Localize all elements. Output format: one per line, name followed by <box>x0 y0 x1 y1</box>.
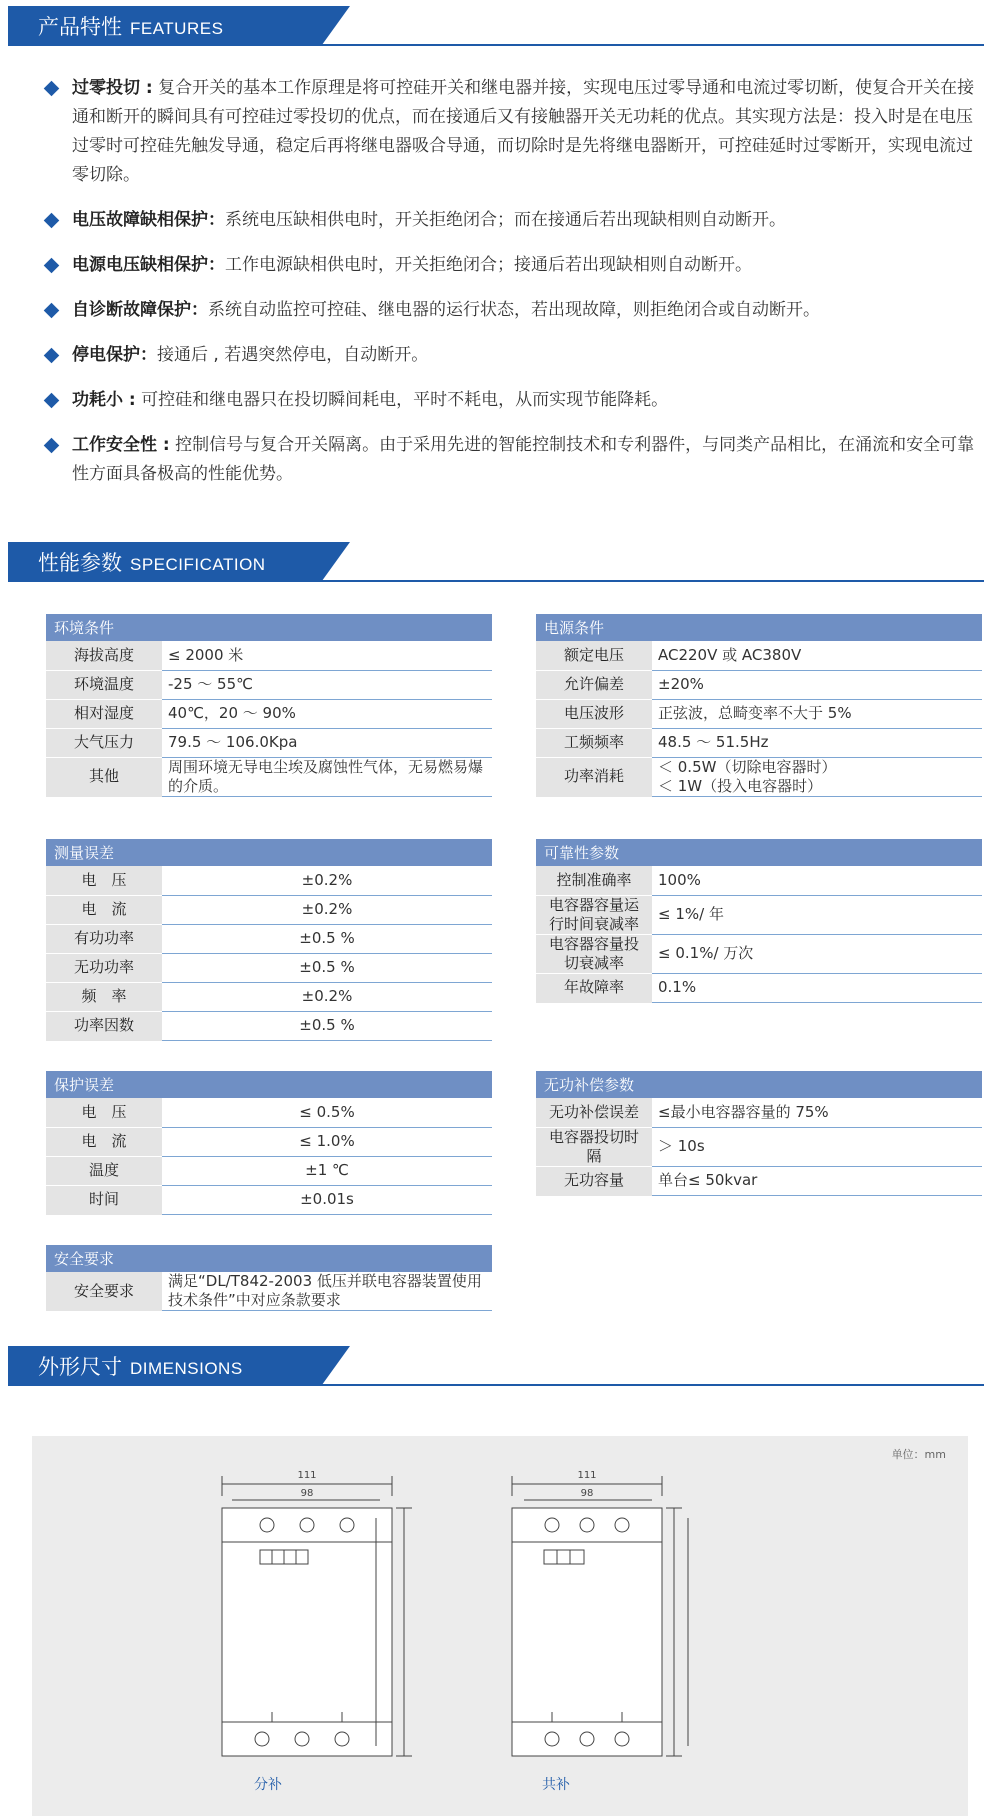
feature-item <box>44 74 988 190</box>
protection-error-table <box>46 1071 492 1215</box>
device-drawing-left <box>222 1476 412 1756</box>
param-name: 电 压 <box>46 866 162 895</box>
param-value: ≤ 0.5% <box>162 1098 492 1127</box>
table-row <box>536 934 982 973</box>
dims-title-en: DIMENSIONS <box>130 1359 243 1378</box>
table-row <box>536 866 982 895</box>
right-width-inner: 98 <box>580 1488 594 1499</box>
param-name: 电 流 <box>46 895 162 924</box>
feature-text: 系统自动监控可控硅、继电器的运行状态，若出现故障，则拒绝闭合或自动断开。 <box>208 300 820 320</box>
dims-title-cn: 外形尺寸 <box>38 1355 122 1379</box>
diamond-bullet-icon <box>44 213 60 229</box>
table-row <box>46 757 492 796</box>
measurement-error-table <box>46 839 492 1041</box>
param-name: 相对湿度 <box>46 699 162 728</box>
param-value: ±0.5 % <box>162 1011 492 1040</box>
diamond-bullet-icon <box>44 303 60 319</box>
param-name: 温度 <box>46 1156 162 1185</box>
param-name: 电 流 <box>46 1127 162 1156</box>
param-name: 电容器容量运行时间衰减率 <box>536 895 652 934</box>
param-value: ≤ 1%/ 年 <box>652 895 982 934</box>
feature-text: 工作电源缺相供电时，开关拒绝闭合；接通后若出现缺相则自动断开。 <box>225 255 752 275</box>
table-title: 电源条件 <box>536 614 982 641</box>
param-name: 电容器容量投切衰减率 <box>536 934 652 973</box>
table-row <box>536 641 982 670</box>
spec-title-cn: 性能参数 <box>38 551 122 575</box>
caption-right: 共补 <box>542 1777 570 1793</box>
param-name: 允许偏差 <box>536 670 652 699</box>
diamond-bullet-icon <box>44 438 60 454</box>
right-width-outer: 111 <box>577 1470 597 1481</box>
param-value: ±0.2% <box>162 982 492 1011</box>
table-row <box>46 866 492 895</box>
diamond-bullet-icon <box>44 348 60 364</box>
feature-label: 自诊断故障保护： <box>72 300 208 320</box>
dimension-drawings <box>32 1436 968 1816</box>
param-name: 无功容量 <box>536 1166 652 1195</box>
reliability-table <box>536 839 982 1003</box>
table-row <box>46 1127 492 1156</box>
table-row <box>46 895 492 924</box>
safety-table <box>46 1245 492 1311</box>
table-title: 安全要求 <box>46 1245 492 1272</box>
param-name: 电容器投切时隔 <box>536 1127 652 1166</box>
param-name: 海拔高度 <box>46 641 162 670</box>
table-title: 无功补偿参数 <box>536 1071 982 1098</box>
param-value: -25 ～ 55℃ <box>162 670 492 699</box>
feature-text: 接通后 , 若遇突然停电，自动断开。 <box>157 345 429 365</box>
feature-label: 电压故障缺相保护： <box>72 210 225 230</box>
param-name: 频 率 <box>46 982 162 1011</box>
diamond-bullet-icon <box>44 258 60 274</box>
feature-text: 复合开关的基本工作原理是将可控硅开关和继电器并接，实现电压过零导通和电流过零切断，使复合开关在接通和断开的瞬间具有可控硅过零投切的优点，而在接通后又有接触器开关无功耗的优点。其实现方法是：投入时是在电压过零时可控硅先触发导通，稳定后再将继电器吸合导通，而切除时是先将继电器断开，可控硅延时过零断开，实现电流过零切除。 <box>72 78 975 185</box>
unit-label: 单位：mm <box>891 1448 946 1461</box>
param-name: 无功补偿误差 <box>536 1098 652 1127</box>
device-drawing-right <box>512 1476 688 1756</box>
diamond-bullet-icon <box>44 81 60 97</box>
param-value: 满足“DL/T842-2003 低压并联电容器装置使用技术条件”中对应条款要求 <box>162 1272 492 1311</box>
param-name: 电 压 <box>46 1098 162 1127</box>
feature-label: 电源电压缺相保护： <box>72 255 225 275</box>
table-row <box>46 641 492 670</box>
feature-label: 功耗小 : <box>72 390 136 410</box>
param-value: ≤最小电容器容量的 75% <box>652 1098 982 1127</box>
table-title: 可靠性参数 <box>536 839 982 866</box>
table-row <box>536 670 982 699</box>
table-row <box>536 1127 982 1166</box>
feature-text: 可控硅和继电器只在投切瞬间耗电，平时不耗电，从而实现节能降耗。 <box>135 390 669 410</box>
table-row <box>46 924 492 953</box>
param-value: 40℃，20 ～ 90% <box>162 699 492 728</box>
feature-item <box>44 296 988 325</box>
left-width-outer: 111 <box>297 1470 317 1481</box>
table-row <box>536 1166 982 1195</box>
table-row <box>536 1098 982 1127</box>
param-value: ±1 ℃ <box>162 1156 492 1185</box>
dimensions-panel <box>32 1436 968 1816</box>
param-value: ±0.01s <box>162 1185 492 1214</box>
param-name: 功率消耗 <box>536 757 652 796</box>
table-row <box>46 1272 492 1311</box>
param-value: 79.5 ～ 106.0Kpa <box>162 728 492 757</box>
param-value: ±0.2% <box>162 895 492 924</box>
features-title-en: FEATURES <box>130 19 224 38</box>
table-row <box>46 670 492 699</box>
power-conditions-table <box>536 614 982 797</box>
features-list <box>44 74 988 505</box>
table-row <box>536 895 982 934</box>
table-row <box>536 699 982 728</box>
feature-label: 工作安全性 : <box>72 435 170 455</box>
param-value: AC220V 或 AC380V <box>652 641 982 670</box>
param-name: 安全要求 <box>46 1272 162 1311</box>
param-value: ≤ 1.0% <box>162 1127 492 1156</box>
table-row <box>46 699 492 728</box>
param-value: ＞ 10s <box>652 1127 982 1166</box>
features-title-cn: 产品特性 <box>38 15 122 39</box>
table-row <box>536 973 982 1002</box>
table-title: 环境条件 <box>46 614 492 641</box>
table-row <box>46 728 492 757</box>
param-value: 0.1% <box>652 973 982 1002</box>
param-name: 有功功率 <box>46 924 162 953</box>
table-title: 保护误差 <box>46 1071 492 1098</box>
feature-item <box>44 386 988 415</box>
table-row <box>46 1011 492 1040</box>
dims-section-header <box>0 1346 1000 1386</box>
left-width-inner: 98 <box>300 1488 314 1499</box>
spec-title-en: SPECIFICATION <box>130 555 266 574</box>
feature-text: 控制信号与复合开关隔离。由于采用先进的智能控制技术和专利器件，与同类产品相比，在涌流和安全可靠性方面具备极高的性能优势。 <box>72 435 975 484</box>
env-conditions-table <box>46 614 492 797</box>
feature-label: 过零投切 : <box>72 78 153 98</box>
param-value: 周围环境无导电尘埃及腐蚀性气体，无易燃易爆的介质。 <box>162 757 492 796</box>
param-name: 工频频率 <box>536 728 652 757</box>
feature-label: 停电保护： <box>72 345 157 365</box>
param-value: ±0.2% <box>162 866 492 895</box>
table-row <box>536 728 982 757</box>
param-name: 大气压力 <box>46 728 162 757</box>
param-name: 控制准确率 <box>536 866 652 895</box>
caption-left: 分补 <box>254 1777 282 1793</box>
param-value: 48.5 ～ 51.5Hz <box>652 728 982 757</box>
param-name: 无功功率 <box>46 953 162 982</box>
param-value: ±20% <box>652 670 982 699</box>
table-row <box>536 757 982 796</box>
param-name: 环境温度 <box>46 670 162 699</box>
table-row <box>46 953 492 982</box>
table-row <box>46 1156 492 1185</box>
feature-item <box>44 251 988 280</box>
feature-text: 系统电压缺相供电时，开关拒绝闭合；而在接通后若出现缺相则自动断开。 <box>225 210 786 230</box>
features-section-header <box>0 6 1000 46</box>
param-value: ±0.5 % <box>162 924 492 953</box>
table-title: 测量误差 <box>46 839 492 866</box>
param-name: 额定电压 <box>536 641 652 670</box>
spec-section-header <box>0 542 1000 582</box>
param-name: 功率因数 <box>46 1011 162 1040</box>
feature-item <box>44 341 988 370</box>
param-value: ±0.5 % <box>162 953 492 982</box>
param-name: 其他 <box>46 757 162 796</box>
table-row <box>46 982 492 1011</box>
feature-item <box>44 431 988 489</box>
table-row <box>46 1098 492 1127</box>
table-row <box>46 1185 492 1214</box>
param-name: 年故障率 <box>536 973 652 1002</box>
param-value: ≤ 0.1%/ 万次 <box>652 934 982 973</box>
param-value: 单台≤ 50kvar <box>652 1166 982 1195</box>
param-name: 电压波形 <box>536 699 652 728</box>
param-name: 时间 <box>46 1185 162 1214</box>
diamond-bullet-icon <box>44 393 60 409</box>
param-value: 正弦波，总畸变率不大于 5% <box>652 699 982 728</box>
param-value: ＜ 0.5W（切除电容器时） ＜ 1W（投入电容器时） <box>652 757 982 796</box>
compensation-table <box>536 1071 982 1196</box>
param-value: ≤ 2000 米 <box>162 641 492 670</box>
feature-item <box>44 206 988 235</box>
param-value: 100% <box>652 866 982 895</box>
